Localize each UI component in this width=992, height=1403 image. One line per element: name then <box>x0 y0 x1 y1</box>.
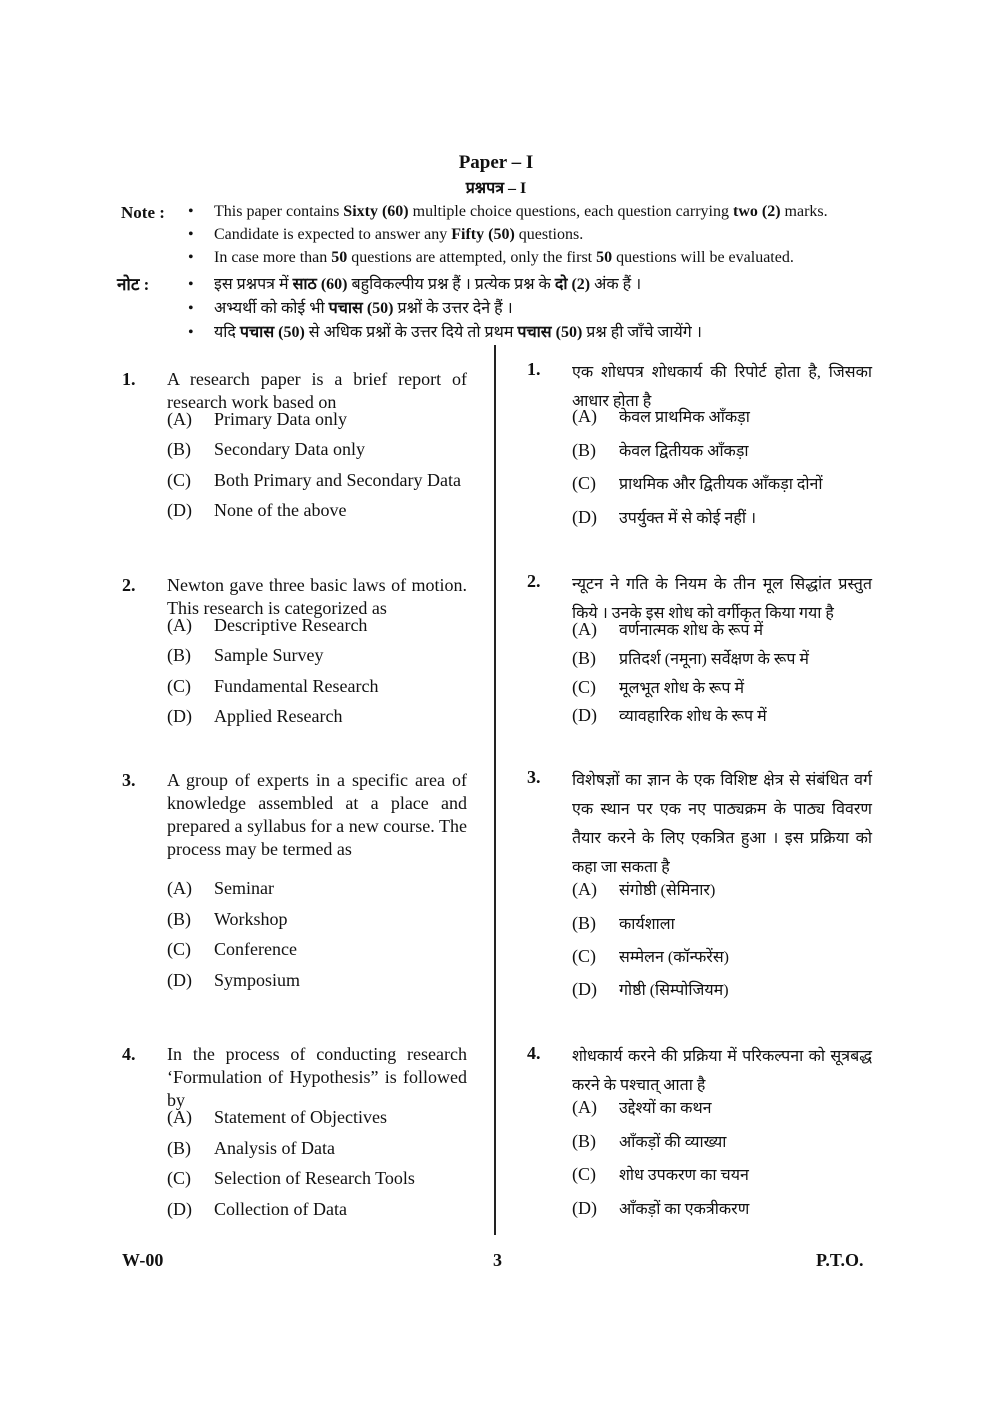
option-letter: (C) <box>167 676 191 696</box>
option-text: None of the above <box>214 500 347 520</box>
answer-option <box>527 506 872 530</box>
answer-option-row <box>167 644 467 667</box>
option-letter: (B) <box>167 645 191 665</box>
question-item <box>122 1043 467 1112</box>
option-letter: (A) <box>572 619 597 639</box>
column-divider <box>494 345 496 1235</box>
note-emphasis: 50 <box>596 249 613 266</box>
option-letter: (C) <box>572 473 596 493</box>
option-letter: (A) <box>167 1107 192 1127</box>
answer-option <box>527 1130 872 1154</box>
bullet-icon: • <box>188 249 194 266</box>
answer-option-row <box>167 675 467 698</box>
answer-option <box>122 877 467 900</box>
answer-option-row <box>167 408 467 431</box>
option-letter: (B) <box>572 648 596 668</box>
answer-option-row <box>572 405 872 429</box>
option-letter: (D) <box>167 500 192 520</box>
option-text: Fundamental Research <box>214 676 379 696</box>
answer-option-row <box>572 978 872 1002</box>
option-letter: (C) <box>167 470 191 490</box>
question-number: 4. <box>122 1044 136 1064</box>
question-stem: एक शोधपत्र शोधकार्य की रिपोर्ट होता है, जिसका आधार होता है <box>572 364 872 410</box>
note-text: अभ्यर्थी को कोई भी <box>214 300 329 317</box>
answer-option-row <box>572 439 872 463</box>
note-text: इस प्रश्नपत्र में <box>214 276 293 293</box>
note-emphasis: दो (2) <box>554 276 591 293</box>
note-text: questions will be evaluated. <box>612 249 794 266</box>
note-emphasis: पचास (50) <box>517 324 583 341</box>
option-text: वर्णनात्मक शोध के रूप में <box>619 622 764 639</box>
option-letter: (A) <box>572 879 597 899</box>
answer-option <box>527 472 872 496</box>
answer-option-row <box>167 499 467 522</box>
option-letter: (B) <box>167 909 191 929</box>
note-text: marks. <box>780 203 828 220</box>
answer-option <box>122 938 467 961</box>
page-number: 3 <box>493 1250 502 1270</box>
option-letter: (A) <box>572 1097 597 1117</box>
option-text: कार्यशाला <box>619 916 675 933</box>
answer-option-row <box>572 945 872 969</box>
bullet-icon: • <box>188 203 194 220</box>
option-text: Applied Research <box>214 706 343 726</box>
option-letter: (D) <box>167 970 192 990</box>
option-text: प्रतिदर्श (नमूना) सर्वेक्षण के रूप में <box>619 651 810 668</box>
option-letter: (C) <box>572 946 596 966</box>
answer-option <box>527 1197 872 1221</box>
answer-option-row <box>167 614 467 637</box>
answer-option-row <box>572 878 872 902</box>
option-text: व्यावहारिक शोध के रूप में <box>619 708 767 725</box>
answer-option-row <box>167 1167 467 1190</box>
option-letter: (B) <box>572 1131 596 1151</box>
note-line <box>188 296 513 318</box>
note-emphasis: two (2) <box>732 203 781 220</box>
note-text: This paper contains <box>214 203 344 220</box>
note-emphasis: पचास (50) <box>239 324 305 341</box>
question-stem: न्यूटन ने गति के नियम के तीन मूल सिद्धांत प्रस्तुत किये । उनके इस शोध को वर्गीकृत किया गया है <box>572 576 872 622</box>
question-number: 4. <box>527 1043 541 1063</box>
option-text: Both Primary and Secondary Data <box>214 470 461 490</box>
note-text: questions are attempted, only the first <box>347 249 597 266</box>
answer-option-row <box>572 704 872 728</box>
answer-option-row <box>572 506 872 530</box>
bullet-icon: • <box>188 276 194 293</box>
answer-option-row <box>167 1137 467 1160</box>
option-letter: (A) <box>167 409 192 429</box>
answer-option <box>122 1137 467 1160</box>
answer-option-row <box>167 877 467 900</box>
question-number: 1. <box>527 359 541 379</box>
option-letter: (D) <box>167 706 192 726</box>
answer-option <box>527 439 872 463</box>
option-text: केवल प्राथमिक आँकड़ा <box>619 409 750 426</box>
question-stem: In the process of conducting research ‘Formulation of Hypothesis” is followed by <box>167 1044 467 1110</box>
answer-option <box>122 705 467 728</box>
question-number: 3. <box>527 767 541 787</box>
question-number: 2. <box>527 571 541 591</box>
option-text: शोध उपकरण का चयन <box>619 1167 749 1184</box>
option-text: Collection of Data <box>214 1199 347 1219</box>
answer-option-row <box>572 618 872 642</box>
answer-option-row <box>572 1197 872 1221</box>
option-letter: (D) <box>572 1198 597 1218</box>
answer-option-row <box>167 1198 467 1221</box>
note-label: Note : <box>121 203 165 222</box>
option-letter: (B) <box>167 1138 191 1158</box>
answer-option-row <box>572 676 872 700</box>
note-text: Candidate is expected to answer any <box>214 226 452 243</box>
option-text: प्राथमिक और द्वितीयक आँकड़ा दोनों <box>619 476 823 493</box>
option-text: Sample Survey <box>214 645 324 665</box>
answer-option-row <box>167 1106 467 1129</box>
paper-code: W-00 <box>122 1250 164 1270</box>
answer-option-row <box>167 469 467 492</box>
pto-label: P.T.O. <box>816 1250 864 1270</box>
note-text: questions. <box>514 226 584 243</box>
answer-option <box>527 912 872 936</box>
question-item <box>122 769 467 861</box>
question-stem: विशेषज्ञों का ज्ञान के एक विशिष्ट क्षेत्र से संबंधित वर्ग एक स्थान पर एक नए पाठ्यक्रम के पाठ्य विवरण तैयार करने के लिए एकत्रित हुआ । इस प्रक्रिया को कहा जा सकता है <box>572 772 872 876</box>
answer-option-row <box>167 705 467 728</box>
answer-option <box>527 704 872 728</box>
answer-option <box>122 469 467 492</box>
option-text: Symposium <box>214 970 301 990</box>
option-letter: (B) <box>572 913 596 933</box>
answer-option <box>122 438 467 461</box>
note-emphasis: 50 <box>331 249 348 266</box>
option-text: Statement of Objectives <box>214 1107 387 1127</box>
answer-option <box>122 1167 467 1190</box>
note-emphasis: Fifty (50) <box>451 226 515 243</box>
answer-option-row <box>572 472 872 496</box>
answer-option-row <box>167 938 467 961</box>
question-number: 2. <box>122 575 136 595</box>
answer-option <box>122 908 467 931</box>
question-item <box>527 766 872 882</box>
option-letter: (B) <box>167 439 191 459</box>
answer-option-row <box>572 647 872 671</box>
option-text: Secondary Data only <box>214 439 365 459</box>
option-text: उद्देश्यों का कथन <box>619 1100 712 1117</box>
option-text: आँकड़ों का एकत्रीकरण <box>619 1201 750 1218</box>
answer-option <box>122 675 467 698</box>
answer-option-row <box>167 438 467 461</box>
answer-option-row <box>167 969 467 992</box>
note-line <box>188 272 641 294</box>
option-letter: (D) <box>572 705 597 725</box>
question-stem: Newton gave three basic laws of motion. This research is categorized as <box>167 575 467 618</box>
option-text: Workshop <box>214 909 288 929</box>
option-letter: (D) <box>572 979 597 999</box>
option-text: केवल द्वितीयक आँकड़ा <box>619 443 749 460</box>
answer-option <box>527 618 872 642</box>
option-letter: (C) <box>167 939 191 959</box>
question-stem: A group of experts in a specific area of knowledge assembled at a place and prepared a syllabus for a new course. The process may be termed as <box>167 770 467 859</box>
note-emphasis: साठ (60) <box>292 276 348 293</box>
note-label-hindi: नोट : <box>117 275 150 294</box>
answer-option-row <box>572 912 872 936</box>
answer-option <box>122 614 467 637</box>
option-letter: (A) <box>572 406 597 426</box>
note-line <box>188 320 702 342</box>
option-letter: (C) <box>572 677 596 697</box>
note-text: प्रश्न ही जाँचे जायेंगे । <box>582 324 702 341</box>
question-stem: शोधकार्य करने की प्रक्रिया में परिकल्पना को सूत्रबद्ध करने के पश्चात् आता है <box>572 1048 872 1094</box>
answer-option <box>527 945 872 969</box>
question-number: 1. <box>122 369 136 389</box>
answer-option-row <box>572 1163 872 1187</box>
note-line <box>188 226 583 244</box>
answer-option <box>122 499 467 522</box>
note-text: से अधिक प्रश्नों के उत्तर दिये तो प्रथम <box>304 324 518 341</box>
paper-title-hindi: प्रश्नपत्र – I <box>465 180 527 197</box>
option-text: Seminar <box>214 878 274 898</box>
answer-option-row <box>572 1130 872 1154</box>
option-text: आँकड़ों की व्याख्या <box>619 1134 727 1151</box>
option-text: गोष्ठी (सिम्पोजियम) <box>619 982 729 999</box>
answer-option <box>122 1106 467 1129</box>
option-letter: (A) <box>167 878 192 898</box>
option-letter: (D) <box>572 507 597 527</box>
note-text: multiple choice questions, each question carrying <box>408 203 733 220</box>
note-text: अंक हैं । <box>590 276 642 293</box>
question-item <box>527 1042 872 1100</box>
option-text: मूलभूत शोध के रूप में <box>619 680 745 697</box>
answer-option <box>527 676 872 700</box>
option-text: संगोष्ठी (सेमिनार) <box>619 882 716 899</box>
answer-option <box>527 1096 872 1120</box>
option-letter: (C) <box>572 1164 596 1184</box>
answer-option <box>527 647 872 671</box>
question-stem: A research paper is a brief report of research work based on <box>167 369 467 412</box>
option-text: सम्मेलन (कॉन्फरेंस) <box>619 949 730 966</box>
note-emphasis: Sixty (60) <box>343 203 409 220</box>
note-line <box>188 249 794 267</box>
note-text: In case more than <box>214 249 332 266</box>
option-text: Descriptive Research <box>214 615 368 635</box>
option-letter: (B) <box>572 440 596 460</box>
paper-title: Paper – I <box>458 152 534 173</box>
answer-option-row <box>572 1096 872 1120</box>
answer-option <box>122 1198 467 1221</box>
option-text: Primary Data only <box>214 409 347 429</box>
note-text: प्रश्नों के उत्तर देने हैं । <box>393 300 513 317</box>
bullet-icon: • <box>188 300 194 317</box>
answer-option <box>527 405 872 429</box>
answer-option <box>527 978 872 1002</box>
option-text: Analysis of Data <box>214 1138 335 1158</box>
answer-option <box>122 969 467 992</box>
note-text: बहुविकल्पीय प्रश्न हैं । प्रत्येक प्रश्न के <box>347 276 555 293</box>
answer-option-row <box>167 908 467 931</box>
option-text: Conference <box>214 939 297 959</box>
answer-option <box>122 644 467 667</box>
option-letter: (D) <box>167 1199 192 1219</box>
note-emphasis: पचास (50) <box>328 300 394 317</box>
option-letter: (A) <box>167 615 192 635</box>
bullet-icon: • <box>188 226 194 243</box>
answer-option <box>527 1163 872 1187</box>
question-number: 3. <box>122 770 136 790</box>
bullet-icon: • <box>188 324 194 341</box>
option-letter: (C) <box>167 1168 191 1188</box>
note-text: यदि <box>214 324 240 341</box>
answer-option <box>122 408 467 431</box>
note-line <box>188 203 828 221</box>
option-text: Selection of Research Tools <box>214 1168 415 1188</box>
option-text: उपर्युक्त में से कोई नहीं । <box>619 510 757 527</box>
answer-option <box>527 878 872 902</box>
